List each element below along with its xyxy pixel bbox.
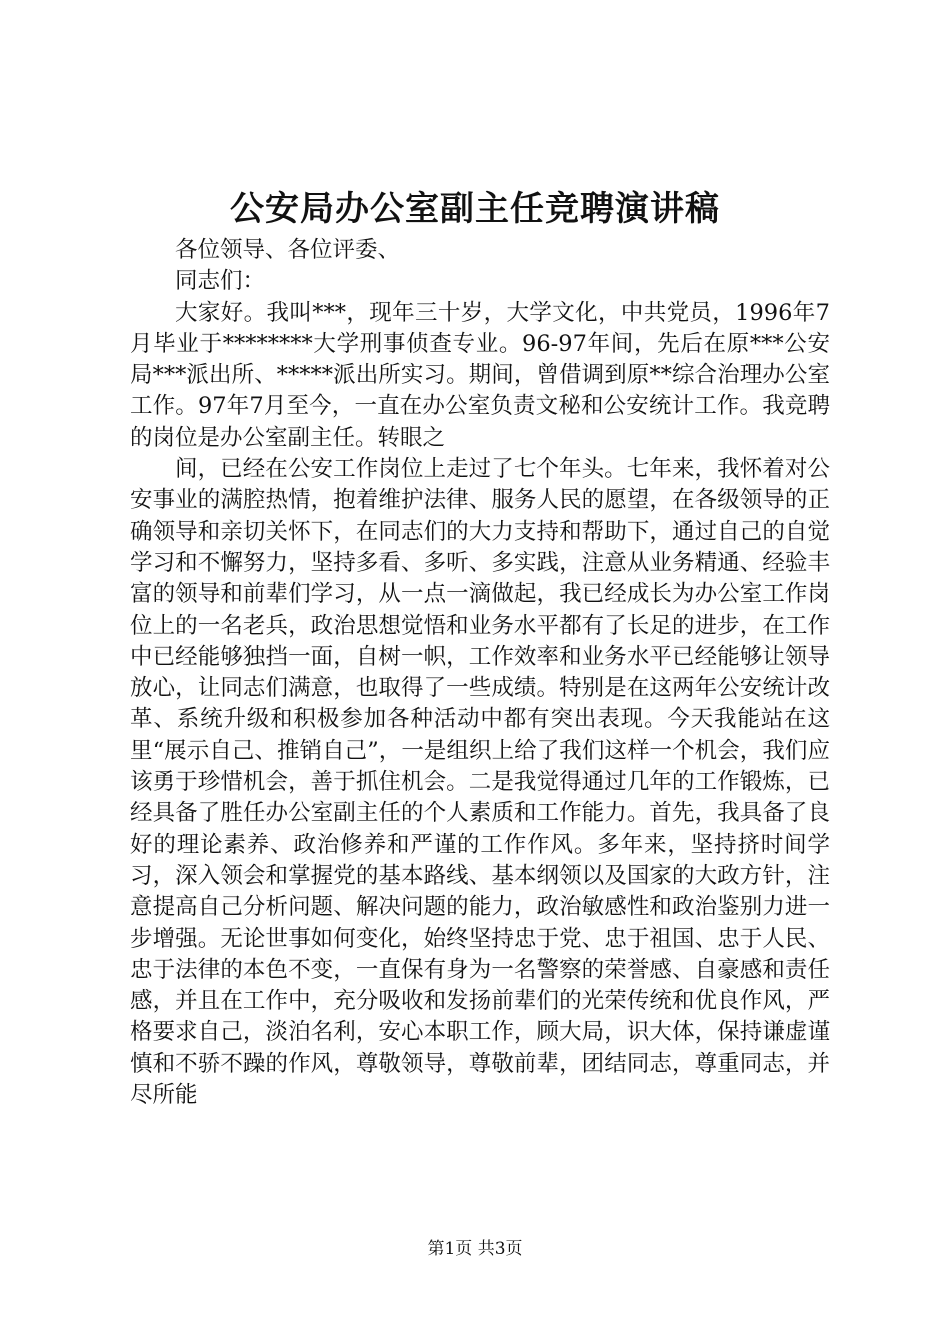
document-body: [130, 235, 830, 1111]
document-title: 公安局办公室副主任竞聘演讲稿: [230, 189, 720, 229]
body-paragraph: 间，已经在公安工作岗位上走过了七个年头。七年来，我怀着对公安事业的满腔热情，抱着维护法律、服务人民的愿望，在各级领导的正确领导和亲切关怀下，在同志们的大力支持和帮助下，通过自己的自觉学习和不懈努力，坚持多看、多听、多实践，注意从业务精通、经验丰富的领导和前辈们学习，从一点一滴做起，我已经成长为办公室工作岗位上的一名老兵，政治思想觉悟和业务水平都有了长足的进步，在工作中已经能够独挡一面，自树一帜，工作效率和业务水平已经能够让领导放心，让同志们满意，也取得了一些成绩。特别是在这两年公安统计改革、系统升级和积极参加各种活动中都有突出表现。今天我能站在这里“展示自己、推销自己”，一是组织上给了我们这样一个机会，我们应该勇于珍惜机会，善于抓住机会。二是我觉得通过几年的工作锻炼，已经具备了胜任办公室副主任的个人素质和工作能力。首先，我具备了良好的理论素养、政治修养和严谨的工作作风。多年来，坚持挤时间学习，深入领会和掌握党的基本路线、基本纲领以及国家的大政方针，注意提高自己分析问题、解决问题的能力，政治敏感性和政治鉴别力进一步增强。无论世事如何变化，始终坚持忠于党、忠于祖国、忠于人民、忠于法律的本色不变，一直保有身为一名警察的荣誉感、自豪感和责任感，并且在工作中，充分吸收和发扬前辈们的光荣传统和优良作风，严格要求自己，淡泊名利，安心本职工作，顾大局，识大体，保持谦虚谨慎和不骄不躁的作风，尊敬领导，尊敬前辈，团结同志，尊重同志，并尽所能: [130, 456, 830, 1109]
salutation-line: 同志们：: [175, 268, 266, 295]
salutation-line: 各位领导、各位评委、: [175, 237, 401, 263]
body-paragraph: 大家好。我叫***，现年三十岁，大学文化，中共党员，1996年7月毕业于********大学刑事侦查专业。96-97年间，先后在原***公安局***派出所、*****派出所实习。期间，曾借调到原**综合治理办公室工作。97年7月至今，一直在办公室负责文秘和公安统计工作。我竞聘的岗位是办公室副主任。转眼之: [130, 299, 830, 451]
page-footer: 第1页 共3页: [427, 1239, 523, 1259]
